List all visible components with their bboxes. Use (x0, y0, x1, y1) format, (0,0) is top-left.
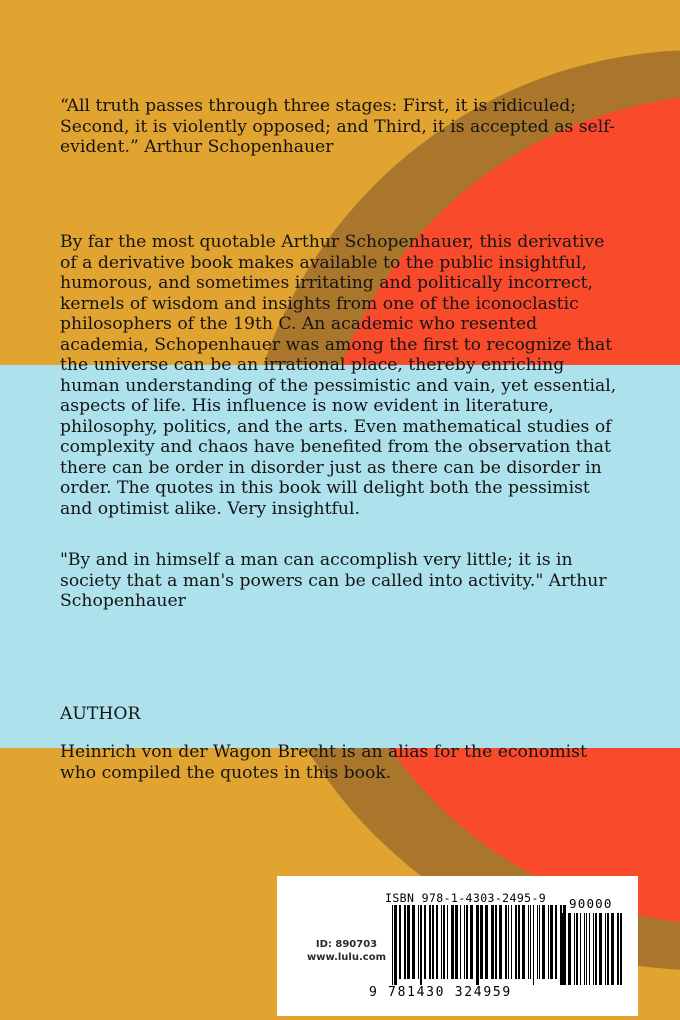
barcode-bar (480, 905, 483, 979)
barcode-bar (542, 905, 545, 979)
second-quote: "By and in himself a man can accomplish very little; it is in society that a man's powers can be called into activity." Arthur Schopenhauer (60, 550, 607, 611)
book-description: By far the most quotable Arthur Schopenhauer, this derivative of a derivative book makes available to the public insightful, humorous, and sometimes irritating and politically incorrect, kernels of wisdom and insights from one of the iconoclastic philosophers of the 19th C. An academic who resented academia, Schopenhauer was among the first to recognize that the universe can be an irrational place, thereby enriching human understanding of the pessimistic and vain, yet essential, aspects of life. His influence is now evident in literature, philosophy, politics, and the arts. Even mathematical studies of complexity and chaos have benefited from the observation that there can be order in disorder just as there can be disorder in order. The quotes in this book will delight both the pessimist and optimist alike. Very insightful. (60, 232, 617, 519)
barcode-panel (277, 876, 638, 1016)
lulu-site-label: www.lulu.com (307, 952, 386, 963)
barcode-bar (412, 905, 415, 979)
barcode-bar (447, 905, 448, 979)
barcode-bar (460, 905, 461, 979)
barcode-bar (441, 905, 442, 979)
barcode-bar (518, 905, 520, 979)
author-heading: AUTHOR (60, 704, 141, 724)
barcode-bar (429, 905, 431, 979)
barcode-bar (595, 913, 597, 985)
barcode-bar (586, 913, 587, 985)
lulu-id-block (299, 938, 394, 964)
barcode-bar (495, 905, 497, 979)
barcode-bar (443, 905, 445, 979)
barcode-bar (418, 905, 419, 979)
barcode-bar (508, 905, 509, 979)
barcode-bar (420, 905, 422, 985)
barcode-bar (537, 905, 538, 979)
barcode-bar (455, 905, 458, 979)
barcode-bar (550, 905, 553, 979)
lulu-id-label: ID: 890703 (315, 939, 378, 950)
barcode-bar (407, 905, 410, 979)
barcode-bar (491, 905, 494, 979)
barcode-bar (522, 905, 525, 979)
barcode-bar (599, 913, 602, 985)
barcode-bar (499, 905, 502, 979)
barcode-bar (528, 905, 529, 979)
barcode-bar (607, 913, 609, 985)
barcode-bar (564, 913, 566, 985)
barcode-bar (555, 905, 557, 979)
barcode-bar (424, 905, 426, 979)
barcode-bar (399, 905, 401, 979)
barcode-bar (505, 905, 507, 979)
barcode-bar (436, 905, 438, 979)
barcode-bar (470, 905, 473, 979)
barcode-bar (466, 905, 468, 979)
barcode-bar (562, 913, 563, 985)
ean-digits: 9 781430 324959 (369, 985, 512, 1000)
barcode-bar (580, 913, 581, 985)
barcode-bar (617, 913, 619, 985)
barcode-bar (394, 905, 397, 985)
barcode-bar (432, 905, 434, 979)
barcode-bar (485, 905, 488, 979)
barcode-bar (392, 905, 393, 985)
barcode-bar (620, 913, 622, 985)
barcode-bar (548, 905, 549, 979)
barcode-bar (533, 905, 534, 985)
barcode-bar (451, 905, 454, 979)
ean-barcode-bars (391, 905, 567, 985)
barcode-bar (476, 905, 479, 985)
barcode-bar (605, 913, 606, 985)
barcode-bar (530, 905, 531, 979)
barcode-bar (464, 905, 465, 979)
barcode-bar (539, 905, 540, 979)
isbn-label: ISBN 978-1-4303-2495-9 (385, 891, 547, 905)
opening-quote: “All truth passes through three stages: First, it is ridiculed; Second, it is violently opposed; and Third, it is accepted as self-evident.” Arthur Schopenhauer (60, 96, 615, 157)
barcode-bar (511, 905, 512, 979)
barcode-bar (576, 913, 578, 985)
barcode-bar (593, 913, 594, 985)
barcode-bar (404, 905, 406, 979)
barcode-bar (584, 913, 585, 985)
addon-barcode-bars (561, 913, 625, 985)
barcode-bar (568, 913, 571, 985)
barcode-bar (515, 905, 517, 979)
addon-price-digits: 90000 (569, 896, 613, 911)
barcode-bar (574, 913, 575, 985)
barcode-bar (589, 913, 590, 985)
author-bio: Heinrich von der Wagon Brecht is an alias for the economist who compiled the quotes in this book. (60, 742, 587, 783)
barcode-bar (611, 913, 614, 985)
